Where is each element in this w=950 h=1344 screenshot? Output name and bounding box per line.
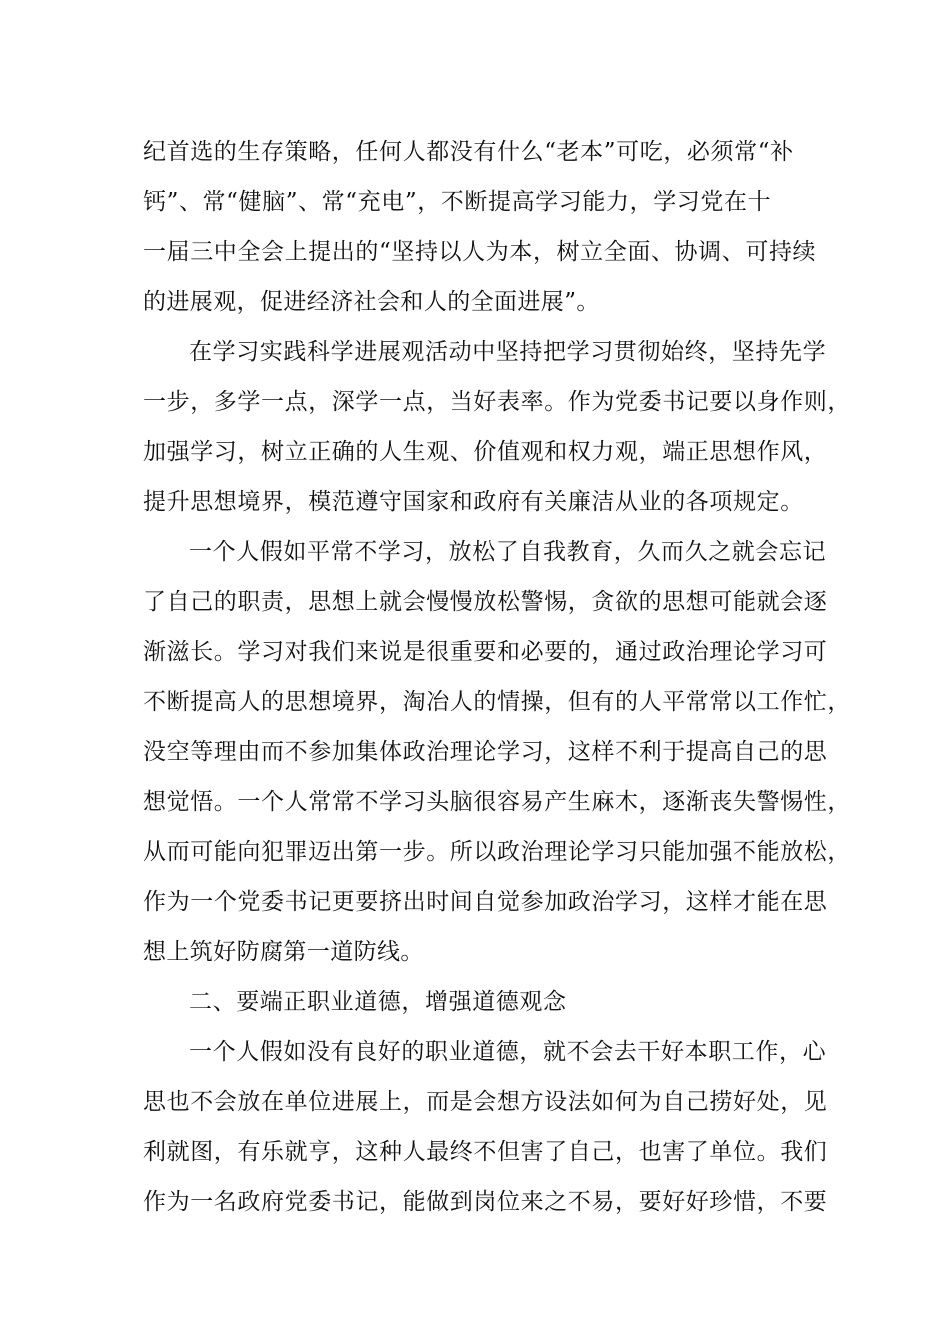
text-line: 一届三中全会上提出的“坚持以人为本，树立全面、协调、可持续 — [143, 239, 817, 265]
text-line: 思也不会放在单位进展上，而是会想方设法如何为自己捞好处，见 — [143, 1089, 828, 1115]
text-line: 从而可能向犯罪迈出第一步。所以政治理论学习只能加强不能放松， — [143, 839, 851, 865]
text-line: 没空等理由而不参加集体政治理论学习，这样不利于提高自己的思 — [143, 739, 828, 765]
text-line: 作为一个党委书记更要挤出时间自觉参加政治学习，这样才能在思 — [143, 889, 828, 915]
text-line: 纪首选的生存策略，任何人都没有什么“老本”可吃，必须常“补 — [143, 139, 794, 165]
paragraph-first-line: 一个人假如没有良好的职业道德，就不会去干好本职工作，心 — [189, 1039, 827, 1065]
section-heading: 二、要端正职业道德，增强道德观念 — [189, 989, 567, 1015]
text-line: 想上筑好防腐第一道防线。 — [143, 939, 424, 965]
paragraph-first-line: 一个人假如平常不学习，放松了自我教育，久而久之就会忘记 — [189, 539, 827, 565]
text-line: 利就图，有乐就亨，这种人最终不但害了自己，也害了单位。我们 — [143, 1139, 828, 1165]
text-line: 的进展观，促进经济社会和人的全面进展”。 — [143, 289, 600, 315]
text-line: 想觉悟。一个人常常不学习头脑很容易产生麻木，逐渐丧失警惕性， — [143, 789, 851, 815]
text-line: 了自己的职责，思想上就会慢慢放松警惕，贪欲的思想可能就会逐 — [143, 589, 828, 615]
text-line: 渐滋长。学习对我们来说是很重要和必要的，通过政治理论学习可 — [143, 639, 828, 665]
text-line: 加强学习，树立正确的人生观、价值观和权力观，端正思想作风， — [143, 439, 828, 465]
text-line: 一步，多学一点，深学一点，当好表率。作为党委书记要以身作则， — [143, 389, 851, 415]
text-line: 作为一名政府党委书记，能做到岗位来之不易，要好好珍惜，不要 — [143, 1189, 828, 1215]
paragraph-first-line: 在学习实践科学进展观活动中坚持把学习贯彻始终，坚持先学 — [189, 339, 827, 365]
text-line: 提升思想境界，模范遵守国家和政府有关廉洁从业的各项规定。 — [143, 489, 804, 515]
text-line: 钙”、常“健脑”、常“充电”，不断提高学习能力，学习党在十 — [143, 189, 772, 215]
text-line: 不断提高人的思想境界，淘冶人的情操，但有的人平常常以工作忙， — [143, 689, 851, 715]
